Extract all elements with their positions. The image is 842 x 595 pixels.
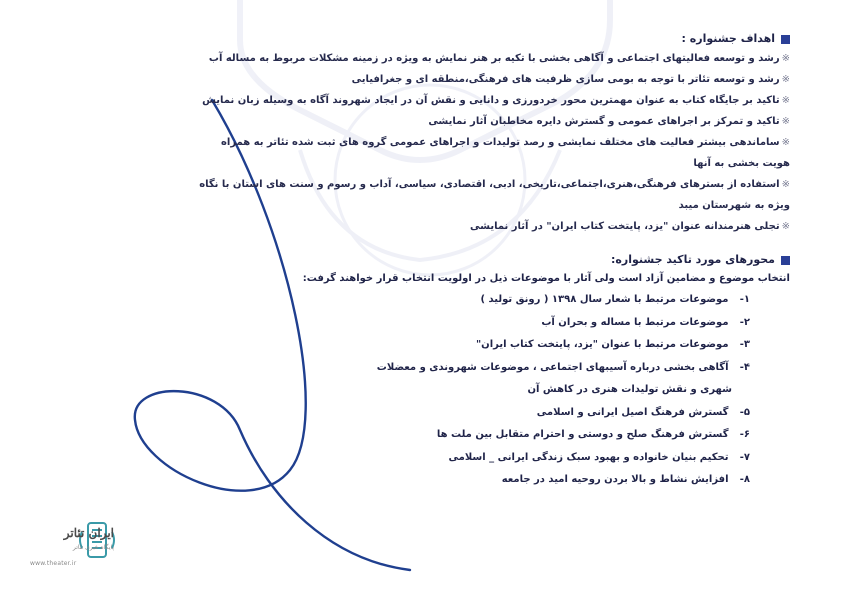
goal-item: ※تجلی هنرمندانه عنوان "یزد، پایتخت کتاب ایران" در آثار نمایشی xyxy=(470,221,790,232)
goal-item: ※تاکید و تمرکز بر اجراهای عمومی و گسترش دایره مخاطبان آثار نمایشی xyxy=(428,116,790,127)
axis-item: ۴- آگاهی بخشی درباره آسیبهای اجتماعی ، موضوعات شهروندی و معضلات شهری و نقش تولیدات هنری در کاهش آن xyxy=(376,361,750,395)
axes-intro: انتخاب موضوع و مضامین آزاد است ولی آثار با موضوعات ذیل در اولویت انتخاب قرار خواهند گرفت: xyxy=(302,273,790,284)
goal-item: ※رشد و توسعه تئاتر با توجه به بومی سازی ظرفیت های فرهنگی،منطقه ای و جغرافیایی xyxy=(351,74,790,85)
goal-item: ※ساماندهی بیشتر فعالیت های مختلف نمایشی و رصد تولیدات و اجراهای عمومی گروه های ثبت شده تئاتر به همراه هویت بخشی به آنها xyxy=(221,137,790,169)
square-bullet-icon xyxy=(781,35,790,44)
goals-title-text: اهداف جشنواره : xyxy=(681,32,775,45)
reference-mark-icon: ※ xyxy=(781,221,790,232)
logo-subtitle: پایگاه خبری تئاتر xyxy=(72,544,114,551)
reference-mark-icon: ※ xyxy=(781,116,790,127)
axis-item: ۵- گسترش فرهنگ اصیل ایرانی و اسلامی xyxy=(536,406,750,418)
square-bullet-icon xyxy=(781,256,790,265)
iran-theater-logo[interactable] xyxy=(30,518,145,570)
logo-url[interactable]: www.theater.ir xyxy=(30,560,77,567)
axes-list xyxy=(200,289,750,492)
goal-item: ※رشد و توسعه فعالیتهای اجتماعی و آگاهی بخشی با تکیه بر هنر نمایش به ویژه در زمینه مشکلات مربوط به مساله آب xyxy=(208,53,790,64)
reference-mark-icon: ※ xyxy=(781,95,790,106)
axes-title-text: محورهای مورد تاکید جشنواره: xyxy=(611,253,775,266)
axis-item: ۱- موضوعات مرتبط با شعار سال ۱۳۹۸ ( رونق تولید ) xyxy=(480,294,750,305)
goal-item: ※تاکید بر جایگاه کتاب به عنوان مهمترین محور خردورزی و دانایی و نقش آن در ایجاد شهروند آگاه به وسیله زبان نمایش xyxy=(202,95,790,106)
reference-mark-icon: ※ xyxy=(781,74,790,85)
reference-mark-icon: ※ xyxy=(781,137,790,148)
axis-item: ۸- افزایش نشاط و بالا بردن روحیه امید در جامعه xyxy=(501,474,750,485)
reference-mark-icon: ※ xyxy=(781,53,790,64)
logo-title: ایران تئاتر xyxy=(63,526,114,540)
reference-mark-icon: ※ xyxy=(781,179,790,190)
goal-item: ※استفاده از بسترهای فرهنگی،هنری،اجتماعی،تاریخی، ادبی، اقتصادی، سیاسی، آداب و رسوم و سنت های استان با نگاه ویژه به شهرستان میبد xyxy=(199,179,790,211)
axis-item: ۲- موضوعات مرتبط با مساله و بحران آب xyxy=(541,316,750,328)
axis-item: ۳- موضوعات مرتبط با عنوان "یزد، پایتخت کتاب ایران" xyxy=(475,339,750,350)
content xyxy=(200,30,790,492)
axis-item: ۶- گسترش فرهنگ صلح و دوستی و احترام متقابل بین ملت ها xyxy=(436,429,750,440)
axes-section-title xyxy=(200,251,790,269)
goals-section-title xyxy=(200,30,790,48)
goals-list xyxy=(200,48,790,237)
axis-item: ۷- تحکیم بنیان خانواده و بهبود سبک زندگی ایرانی _ اسلامی xyxy=(448,451,750,463)
